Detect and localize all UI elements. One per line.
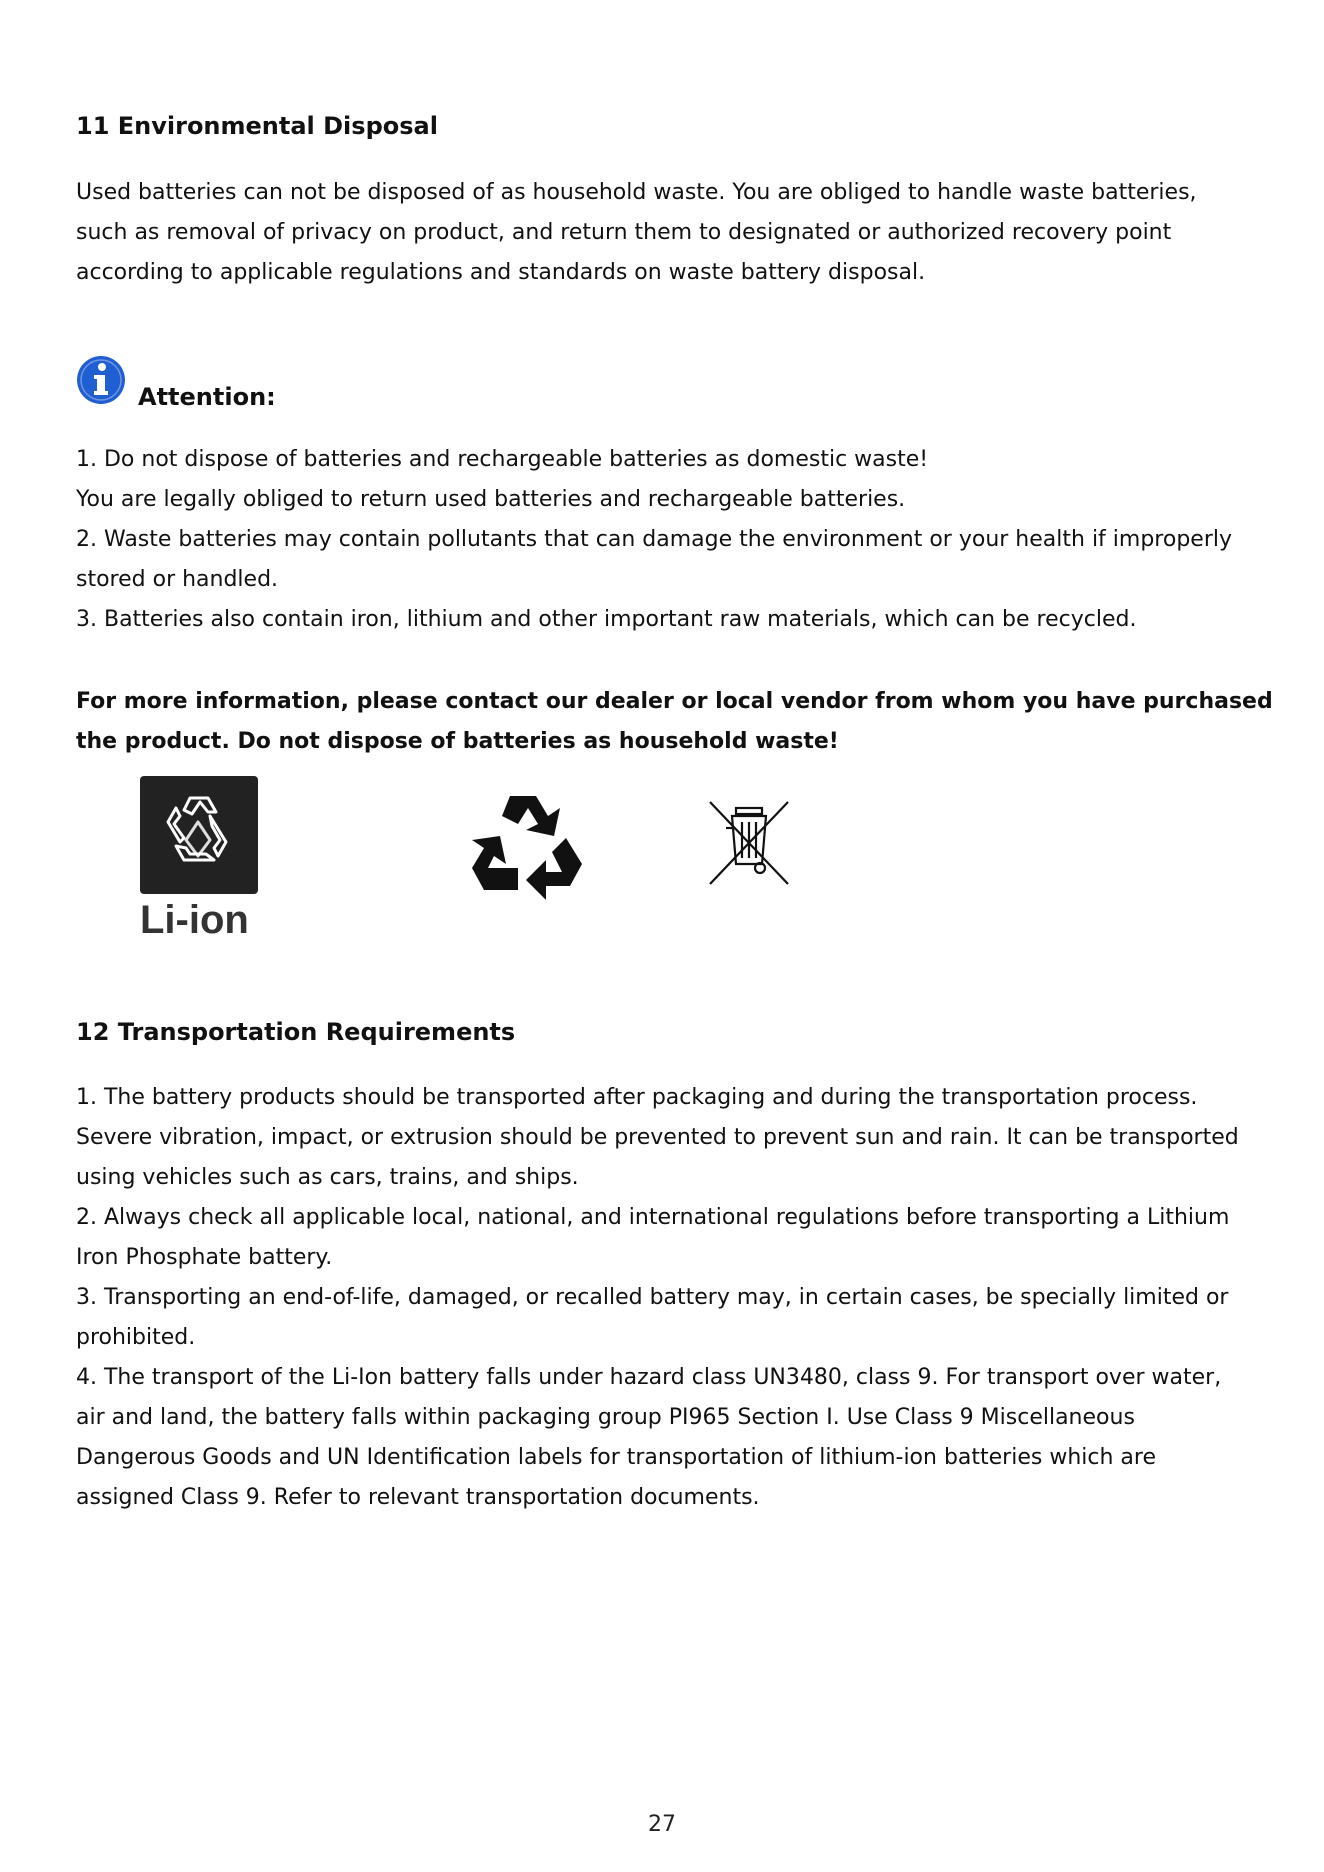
- attention-list: [76, 440, 1256, 640]
- body-line: using vehicles such as cars, trains, and ships.: [76, 1165, 579, 1190]
- body-line: 1. The battery products should be transported after packaging and during the transportation process.: [76, 1085, 1198, 1110]
- attention-line: 3. Batteries also contain iron, lithium and other important raw materials, which can be recycled.: [76, 607, 1137, 632]
- attention-header: [76, 355, 476, 415]
- attention-line: 1. Do not dispose of batteries and rechargeable batteries as domestic waste!: [76, 447, 929, 472]
- body-line: assigned Class 9. Refer to relevant transportation documents.: [76, 1485, 760, 1510]
- recycle-arrows-icon: [458, 790, 594, 918]
- info-note: [76, 682, 1273, 762]
- body-line: 3. Transporting an end-of-life, damaged, or recalled battery may, in certain cases, be specially limited or: [76, 1285, 1229, 1310]
- body-line: Iron Phosphate battery.: [76, 1245, 333, 1270]
- attention-label: Attention:: [138, 383, 276, 411]
- disposal-symbols: [76, 776, 976, 956]
- attention-line: You are legally obliged to return used batteries and rechargeable batteries.: [76, 487, 906, 512]
- info-note-line: For more information, please contact our dealer or local vendor from whom you have purchased: [76, 689, 1273, 714]
- section-12-heading: 12 Transportation Requirements: [76, 1018, 516, 1046]
- li-ion-recycling-icon: [140, 776, 258, 894]
- body-line: according to applicable regulations and standards on waste battery disposal.: [76, 260, 926, 285]
- section-12-body: [76, 1078, 1256, 1518]
- body-line: such as removal of privacy on product, and return them to designated or authorized recovery point: [76, 220, 1172, 245]
- page-number: 27: [648, 1812, 676, 1837]
- crossed-out-wheelie-bin-icon: [706, 798, 792, 888]
- body-line: Severe vibration, impact, or extrusion should be prevented to prevent sun and rain. It can be transported: [76, 1125, 1239, 1150]
- body-line: Dangerous Goods and UN Identification labels for transportation of lithium-ion batteries which are: [76, 1445, 1156, 1470]
- body-line: Used batteries can not be disposed of as household waste. You are obliged to handle waste batteries,: [76, 180, 1197, 205]
- section-11-body: [76, 173, 1256, 293]
- body-line: 2. Always check all applicable local, national, and international regulations before transporting a Lithium: [76, 1205, 1230, 1230]
- body-line: prohibited.: [76, 1325, 196, 1350]
- info-note-line: the product. Do not dispose of batteries as household waste!: [76, 729, 839, 754]
- attention-line: 2. Waste batteries may contain pollutants that can damage the environment or your health if improperly: [76, 527, 1232, 552]
- body-line: air and land, the battery falls within packaging group PI965 Section I. Use Class 9 Miscellaneous: [76, 1405, 1135, 1430]
- info-icon: [76, 355, 126, 405]
- section-11-heading: 11 Environmental Disposal: [76, 112, 438, 140]
- li-ion-label: Li-ion: [140, 898, 249, 942]
- body-line: 4. The transport of the Li-Ion battery falls under hazard class UN3480, class 9. For transport over water,: [76, 1365, 1222, 1390]
- attention-line: stored or handled.: [76, 567, 279, 592]
